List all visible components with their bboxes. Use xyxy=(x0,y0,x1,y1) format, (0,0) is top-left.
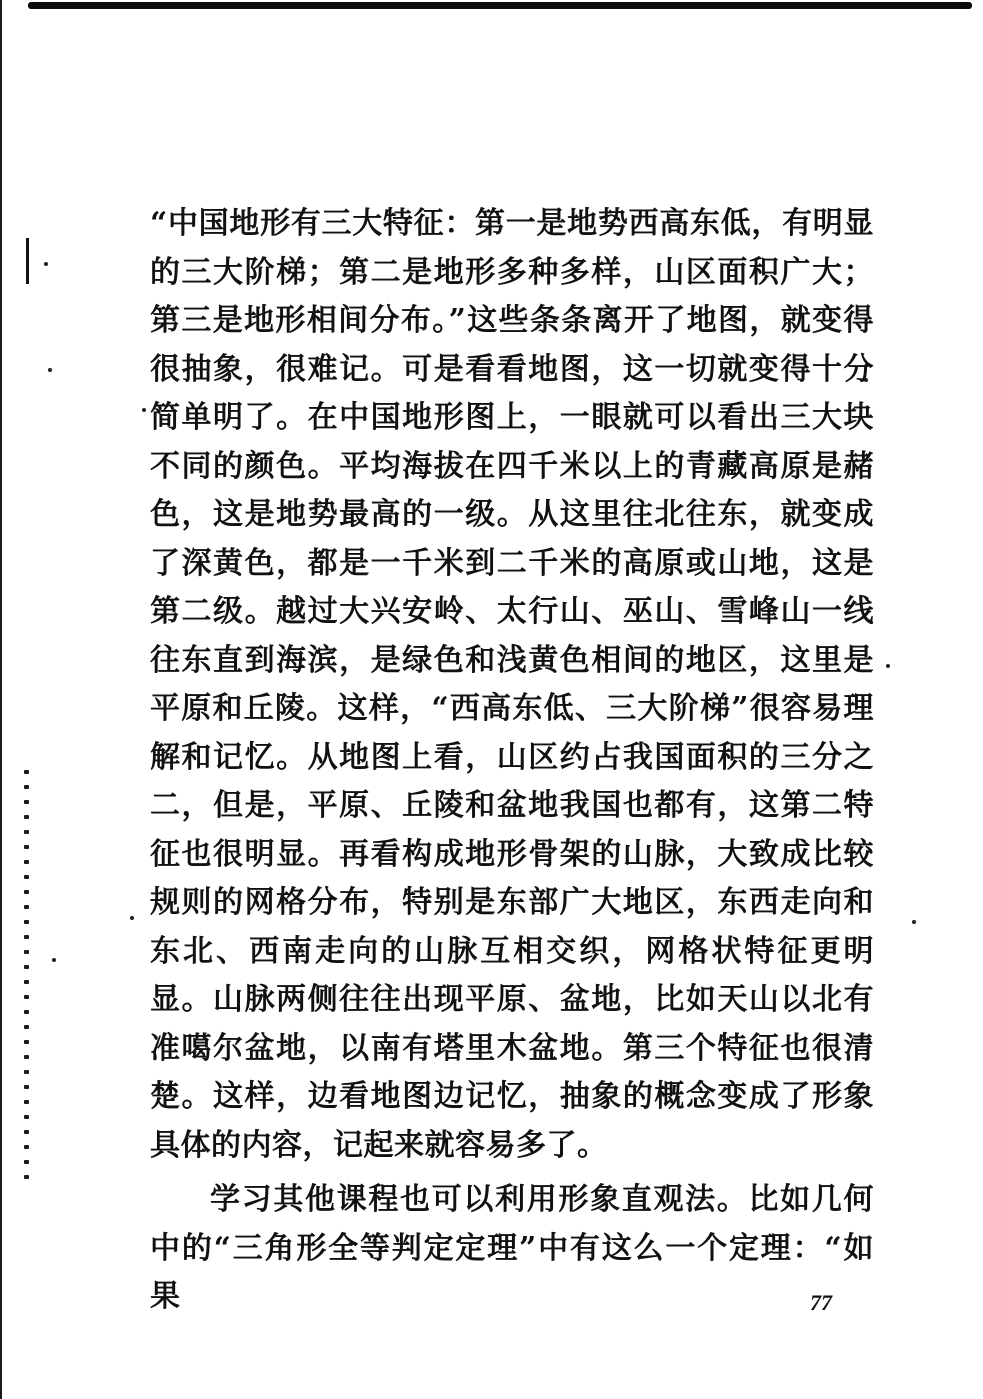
margin-mark xyxy=(26,238,29,284)
top-border-rule xyxy=(28,2,972,9)
scan-speck xyxy=(130,916,134,920)
scan-speck xyxy=(44,262,48,266)
paragraph-2: 学习其他课程也可以利用形象直观法。比如几何中的“三角形全等判定定理”中有这么一个定理：“如果 xyxy=(150,1182,874,1314)
scan-speck xyxy=(142,408,146,412)
page-left-edge xyxy=(0,0,2,1399)
scan-speck xyxy=(886,664,890,668)
scan-speck xyxy=(912,920,916,924)
binding-marks xyxy=(22,770,36,1210)
page-number: 77 xyxy=(810,1290,832,1315)
scan-speck xyxy=(48,368,52,372)
body-text xyxy=(150,200,874,1322)
paragraph-1: “中国地形有三大特征：第一是地势西高东低，有明显的三大阶梯；第二是地形多种多样，山区面积广大；第三是地形相间分布。”这些条条离开了地图，就变得很抽象，很难记。可是看看地图，这一切就变得十分简单明了。在中国地形图上，一眼就可以看出三大块不同的颜色。平均海拔在四千米以上的青藏高原是赭色，这是地势最高的一级。从这里往北往东，就变成了深黄色，都是一千米到二千米的高原或山地，这是第二级。越过大兴安岭、太行山、巫山、雪峰山一线往东直到海滨，是绿色和浅黄色相间的地区，这里是平原和丘陵。这样，“西高东低、三大阶梯”很容易理解和记忆。从地图上看，山区约占我国面积的三分之二，但是，平原、丘陵和盆地我国也都有，这第二特征也很明显。再看构成地形骨架的山脉，大致成比较规则的网格分布，特别是东部广大地区，东西走向和东北、西南走向的山脉互相交织，网格状特征更明显。山脉两侧往往出现平原、盆地，比如天山以北有准噶尔盆地，以南有塔里木盆地。第三个特征也很清楚。这样，边看地图边记忆，抽象的概念变成了形象具体的内容，记起来就容易多了。 xyxy=(150,206,874,1163)
scan-speck xyxy=(52,958,56,962)
